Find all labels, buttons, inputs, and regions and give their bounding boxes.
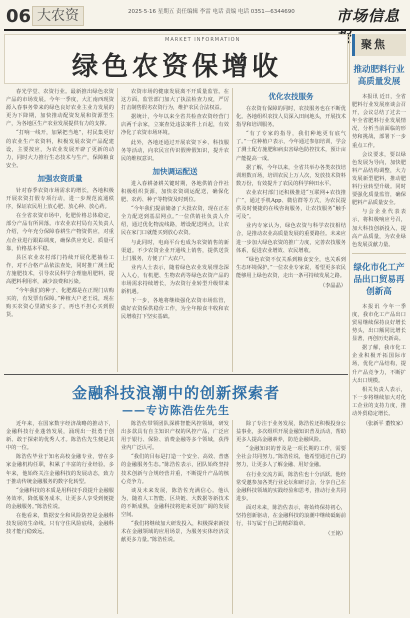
article-paragraph: 县区农业农村部门持续开展化肥抽检工作，对不合格产品依法查处，同时推广测土配方施肥技术，引导农民科学合理施用肥料，提高肥料利用率，减少浪费和污染。 <box>6 254 114 285</box>
column-divider <box>232 420 233 614</box>
article-byline: （王铭） <box>325 531 346 538</box>
feature-column-3 <box>236 420 346 614</box>
article-subheading: 加强农资质量 <box>37 173 83 183</box>
article-paragraph: 陈浩佐毕业于知名高校金融专业，曾在多家金融机构任职，积累了丰富的行业经验。多年来，他始终关注金融科技的发展动态，致力于推动传统金融服务的数字化转型。 <box>6 454 114 485</box>
article-paragraph: “我们的目标是打造一个安全、高效、普惠的金融服务生态。”陈浩佐表示，团队始终坚持技术创新与合规经营并重，不断提升产品的核心竞争力。 <box>121 454 229 485</box>
article-paragraph: 农业农村部门还积极推进“互联网+农技推广”，通过手机App、微信群等方式，为农民提供及时便捷的在线咨询服务，让农技服务“触手可及”。 <box>236 189 346 221</box>
feature-column-1 <box>6 420 114 614</box>
article-paragraph: “金融科技的本质是用科技手段提升金融服务效率，降低服务成本，让更多人享受到便捷的金融服务。”陈浩佐说。 <box>6 487 114 510</box>
article-paragraph: “金融知识的普及是一项长期的工作，需要全社会共同努力。”陈浩佐说，他希望通过自己的努力，让更多人了解金融、用好金融。 <box>236 446 346 469</box>
section-label: 大农资 <box>32 6 84 26</box>
sidebar-byline: （张新平 董牧家） <box>362 421 406 428</box>
article-paragraph: 此外，各地还通过开展农资下乡、科技服务等活动，向农民宣传识假辨假知识，提升农民的维权意识。 <box>121 139 229 162</box>
sidebar-paragraph: 会议要求，要以绿色发展为导向，加快肥料产品结构调整，大力发展新型肥料，推动肥料行业转型升级。同时要强化质量监管，确保肥料产品质量安全。 <box>352 151 406 207</box>
column-divider <box>117 88 118 372</box>
column-divider <box>117 420 118 614</box>
feature-subheadline: ——专访陈浩佐先生 <box>122 404 230 417</box>
sidebar-paragraph: 与会企业代表表示，将积极响应号召，加大科技创新投入，提高产品质量，为农业绿色发展贡献力量。 <box>352 209 406 248</box>
article-paragraph: “我们将继续加大研发投入，积极探索新技术在金融领域的应用场景，为服务实体经济贡献更多力量。”陈浩佐说。 <box>121 521 229 544</box>
top-headline-banner <box>4 34 348 84</box>
article-paragraph: 在农资有保障的同时，农技服务也在不断优化。各地组织农技人员深入田间地头，开展技术指导和培训服务。 <box>236 106 346 129</box>
masthead <box>0 0 410 30</box>
article-paragraph: 进入春耕备耕关键时期，各地供销合作社积极组织货源，加快农资调运配送，确保化肥、农药、种子等物资及时到位。 <box>121 180 229 204</box>
article-paragraph: 近年来，在国家数字经济战略的推动下，金融科技行业蓬勃发展，涌现出一批勇于创新、敢于探索的优秀人才。陈浩佐先生便是其中的一位。 <box>6 421 114 452</box>
article-paragraph: “今年我们的种子、化肥都是在正规门店购买的，有发票有保障。”种植大户老王说，现在购买农资心里踏实多了，再也不担心买到假货。 <box>6 288 114 319</box>
sidebar-paragraph: 据了解，我市化工企业积极开拓国际市场，优化产品结构，提升产品竞争力，不断扩大出口规模。 <box>352 345 406 384</box>
article-paragraph: 谈及未来发展，陈浩佐充满信心。他认为，随着人工智能、区块链、大数据等新技术的不断成熟，金融科技将迎来更加广阔的发展空间。 <box>121 487 229 519</box>
page-number: 06 <box>6 6 32 27</box>
sidebar-divider <box>349 34 350 614</box>
top-article-column-1 <box>6 88 114 372</box>
article-paragraph: 在全省农资市场中，化肥价格总体稳定，部分产品有所回落。市农业农村局有关负责人介绍，今年充分保障春耕生产物资供应，对重点企业进行跟踪调度，确保供应充足、质量可靠，价格基本平稳。 <box>6 213 114 252</box>
article-paragraph: 在行业交流方面，陈浩佐也十分活跃。他经常受邀参加各类行业论坛和研讨会，分享自己在金融科技领域的实践经验和思考，推动行业共同进步。 <box>236 471 346 502</box>
article-subheading: 加快调运配送 <box>152 166 198 176</box>
main-headline: 绿色农资保增收 <box>71 52 282 82</box>
article-paragraph: “今年我们提前储备了大批农资，现在正在全力配送到基层网点。”一位供销社负责人介绍，通过优化物流线路，增设配送网点，让农民在家门口就能买到放心农资。 <box>121 206 229 237</box>
article-subheading: 优化农技服务 <box>268 92 314 101</box>
top-article-column-2 <box>121 88 229 372</box>
article-paragraph: 春光学堂、农资行业。最新推出绿色农资产品的市场发展。今年一季度，大汇南西现资源入春事务带来的绿色良好农业主业力发展的更为下降期，加快推动配资发展和资源型生产，为各地区生产农业发展提供有力的支撑。 <box>6 89 114 128</box>
article-paragraph: 面对未来，陈浩佐表示，将始终保持初心，坚持创新驱动，在金融科技的浪潮中继续砥砺前行，书写属于自己的精彩篇章。 <box>236 504 346 528</box>
focus-sidebar <box>352 34 406 614</box>
sidebar-paragraph: 本报讯 近日，全省肥料行业发展座谈会召开，会议总结了过去一年全省肥料行业发展情况，分析当前面临的形势和挑战，部署下一步重点工作。 <box>352 94 406 149</box>
newspaper-logo: 市场信息 <box>336 7 401 25</box>
article-paragraph: “绿色农资不仅关系到粮食安全，也关系到生态环境保护。”一位农业专家说，希望更多农民能够用上绿色农资，走出一条可持续发展之路。 <box>236 256 346 279</box>
article-paragraph: 农资市场的健康发展离不开质量监管。在这方面，监管部门加大了执法检查力度，严厉打击制售假劣农资行为，维护农民合法权益。 <box>121 89 229 112</box>
focus-section-label: 聚焦 <box>352 34 406 56</box>
article-paragraph: 据了解，今年以来，全省共举办各类农技培训班数百场，培训农民上万人次，发放技术资料数万份，有效提升了农民的科学种田水平。 <box>236 164 346 187</box>
article-paragraph: 针对春季农资市场需求的增长，各地积极开展农资打假专项行动，进一步规范流通秩序，保证农民用上放心肥、放心种、放心药。 <box>6 187 114 211</box>
feature-column-2 <box>121 420 229 614</box>
masthead-divider <box>4 29 406 31</box>
sidebar-paragraph: 本报讯 今年一季度，我市化工产品出口贸易继续保持良好增长势头，出口额同比增长显著，再创历史新高。 <box>352 303 406 343</box>
sidebar-paragraph: 相关负责人表示，下一步将继续加大对化工企业的支持力度，推动外贸稳定增长。 <box>352 386 406 417</box>
sidebar-story-title: 绿化市化工产品出口贸易再创新高 <box>353 262 405 297</box>
article-paragraph: 陈浩佐带领团队深耕智能风控领域，研发出多款具有自主知识产权的风控产品，广泛应用于银行、保险、消费金融等多个领域，获得业内广泛认可。 <box>121 421 229 452</box>
article-paragraph: 业内专家认为，绿色农资与科学农技相结合，是推动农业高质量发展的重要路径。未来应进一步加大绿色农资的推广力度，完善农技服务体系，促进农业增效、农民增收。 <box>236 223 346 254</box>
article-paragraph: 除了专注于业务发展，陈浩佐还积极投身公益事业，多次组织开展金融知识普及活动，帮助更多人提高金融素养，防范金融风险。 <box>236 421 346 444</box>
article-paragraph: 在他看来，数据安全和风险防控是金融科技发展的生命线。只有守住风险底线，金融科技才能行稳致远。 <box>6 513 114 536</box>
market-information-tag: MARKET INFORMATION <box>165 37 241 43</box>
sidebar-story-title: 推动肥料行业高质量发展 <box>353 65 405 87</box>
section-divider <box>4 374 348 375</box>
feature-headline: 金融科技浪潮中的创新探索者 <box>71 384 280 402</box>
top-article-column-3 <box>236 88 346 372</box>
article-paragraph: “打响一线开，加紧把当地”，村民集更好的农业生产农资料，积极发展农资产品配建设，主要按应，为农业发展开辟了更新的动力，同时大力推行生态技术与生产，保障粮食安全。 <box>6 130 114 169</box>
issue-meta: 2025·5·16 星期五 责任编辑 李雷 电话 责编 电话 0351—6344690 <box>128 9 295 15</box>
article-paragraph: “有了专家的指导，我们种地更有底气了。”一位种植户表示，今年通过参加培训，学会了测土配方施肥和病虫害绿色防控技术，预计亩产能提高一成。 <box>236 131 346 162</box>
article-paragraph: 与此同时，电商平台也成为农资销售的新渠道。不少农资企业开通线上销售，提供送货上门服务，方便了广大农户。 <box>121 239 229 262</box>
article-paragraph: 业内人士表示，随着绿色农业发展理念深入人心，有机肥、生物农药等绿色农资产品的市场需求持续增长，为农资行业转型升级带来新机遇。 <box>121 264 229 296</box>
sidebar-divider <box>352 253 406 254</box>
article-paragraph: 据统计，今年以来全省共检查农资经营门店两千余家，立案查处违法案件上百起，有效净化了农资市场环境。 <box>121 114 229 137</box>
column-divider <box>232 88 233 372</box>
article-byline: （李晶晶） <box>320 282 346 289</box>
article-paragraph: 下一步，各地将继续强化农资市场监管，做好农资保供稳价工作，为全年粮食丰收和农民增收打下坚实基础。 <box>121 298 229 321</box>
